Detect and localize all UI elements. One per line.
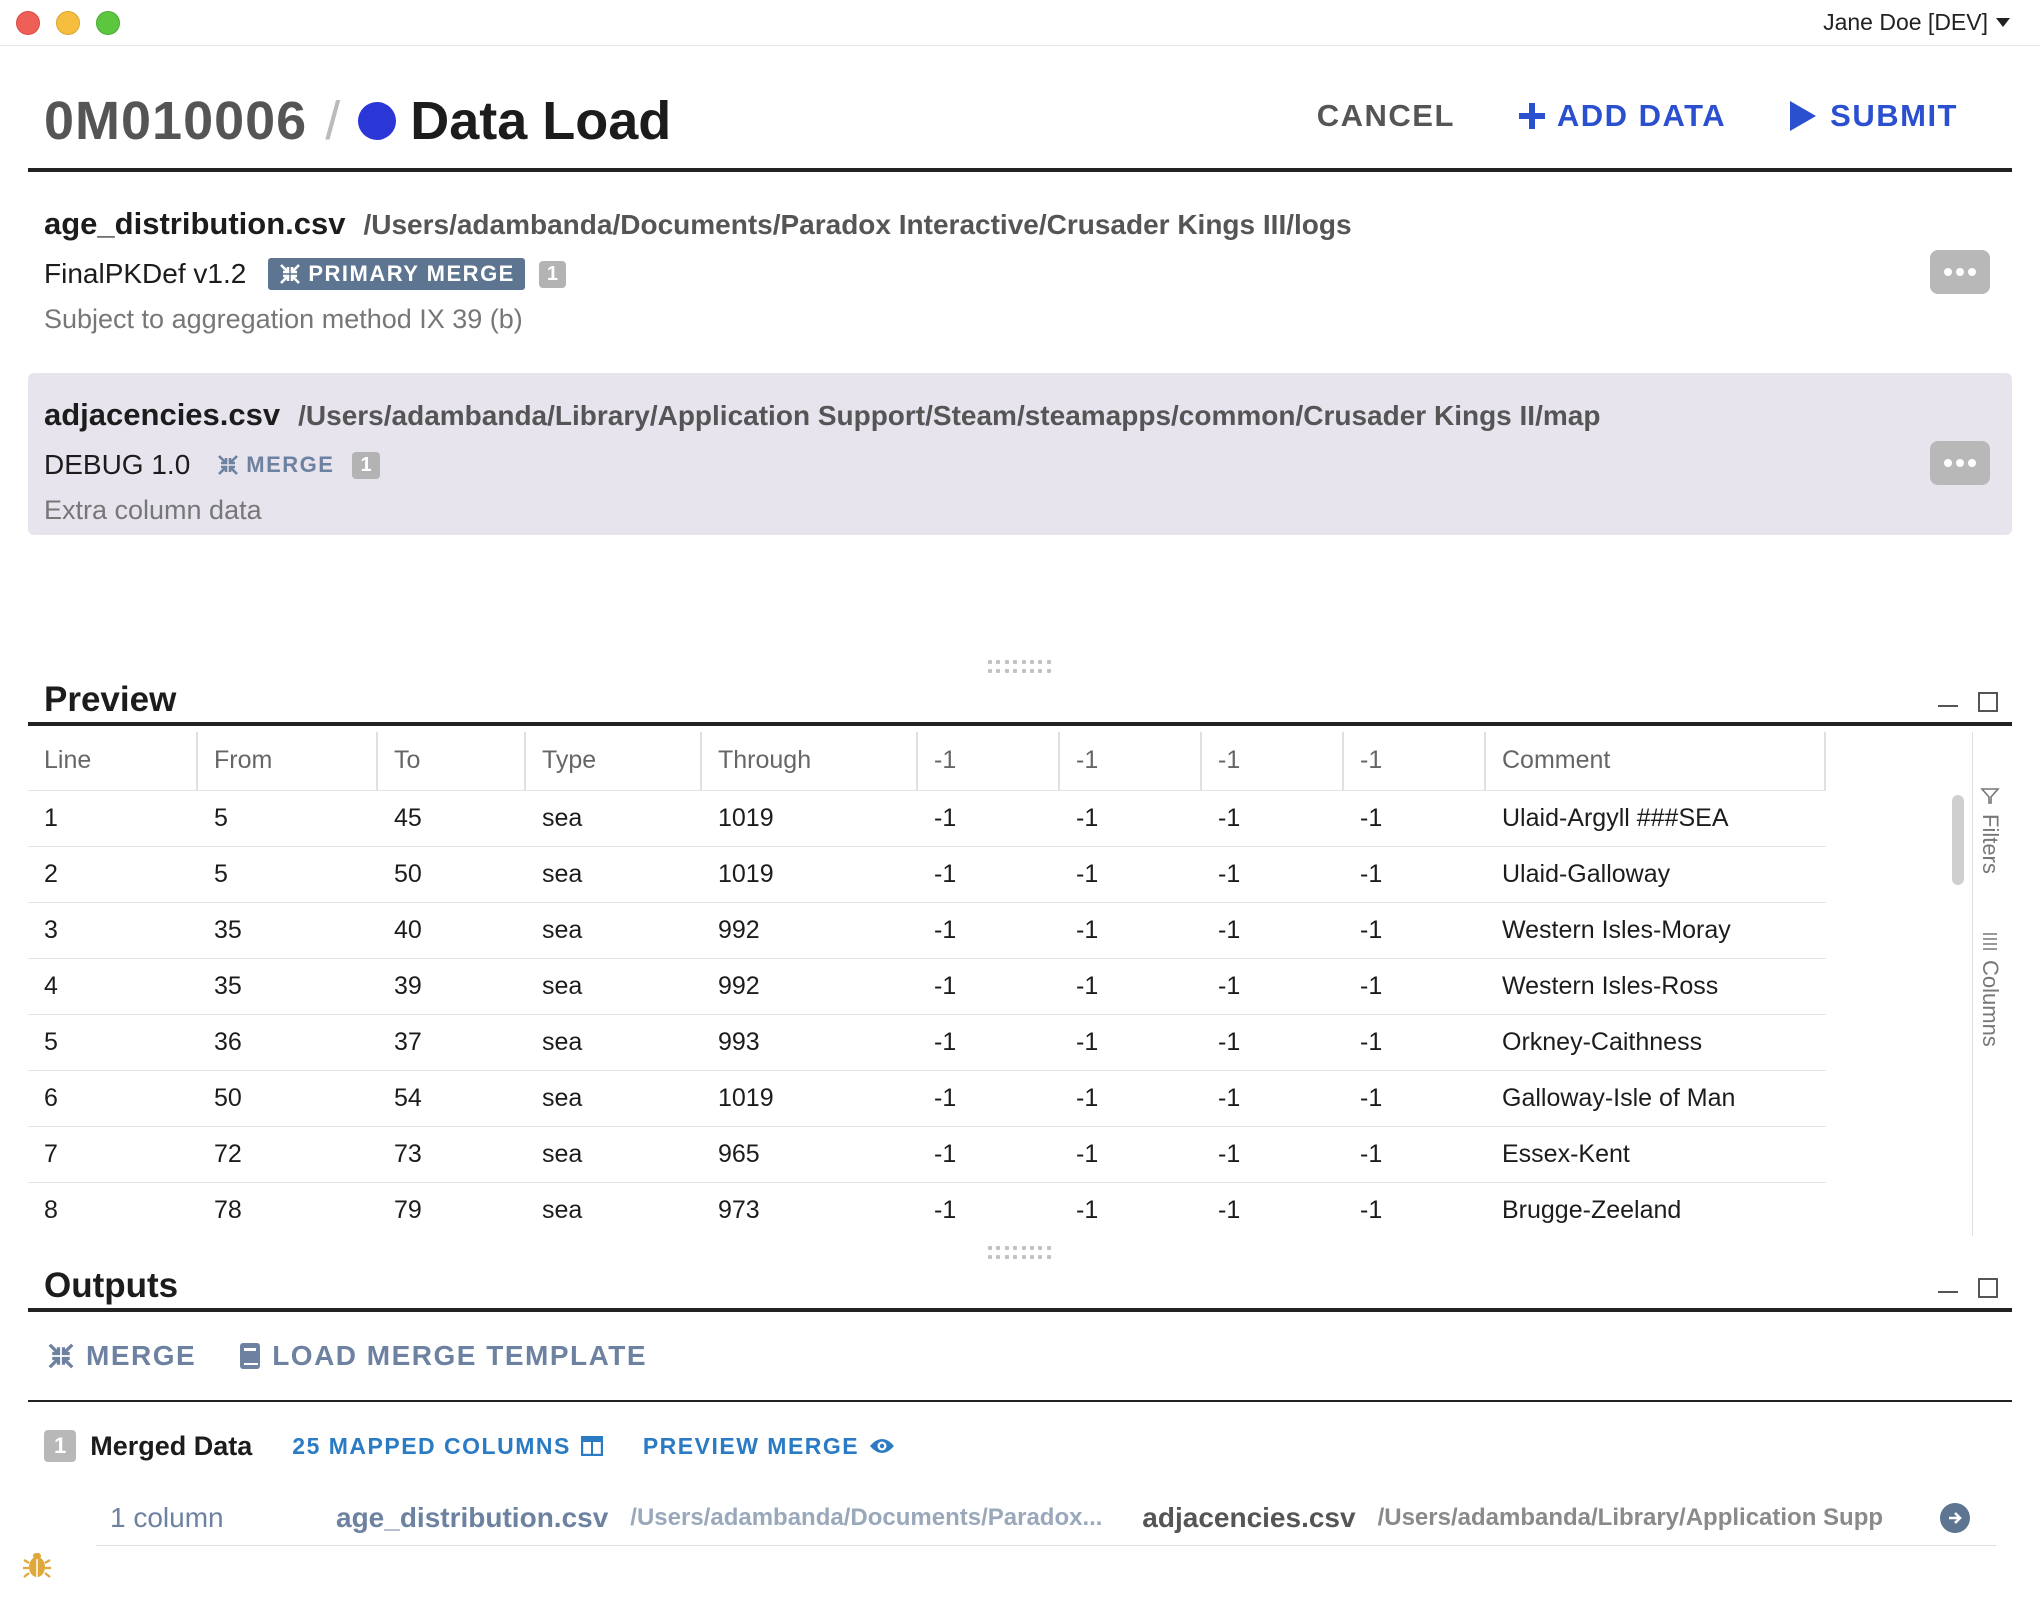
table-cell: 79: [378, 1182, 526, 1236]
job-id: 0M010006: [44, 91, 308, 151]
table-cell: -1: [1344, 790, 1486, 846]
table-cell: 993: [702, 1014, 918, 1070]
column-header-label: -1: [934, 746, 957, 775]
file-name-text: adjacencies.csv: [44, 397, 281, 432]
table-row[interactable]: [28, 1182, 1826, 1236]
pk-definition: DEBUG 1.0: [44, 449, 191, 480]
table-cell: -1: [1060, 958, 1202, 1014]
page-title: [44, 90, 671, 152]
table-cell: -1: [1060, 1126, 1202, 1182]
merge-badge-label: MERGE: [246, 452, 335, 477]
merge-count-badge: 1: [539, 261, 566, 288]
data-file-card[interactable]: [28, 182, 2012, 344]
table-cell: -1: [1060, 1182, 1202, 1236]
table-cell: 1019: [702, 1070, 918, 1126]
panel-controls: [1938, 692, 1998, 712]
preview-table-container: [28, 732, 1972, 1236]
merge-file-path: /Users/adambanda/Library/Application Supp: [1377, 1503, 1884, 1531]
table-cell: -1: [1202, 1126, 1344, 1182]
table-cell: Orkney-Caithness: [1486, 1014, 1826, 1070]
resize-handle-icon[interactable]: [988, 1246, 1052, 1260]
merge-icon: [46, 1341, 76, 1371]
table-cell: -1: [1202, 790, 1344, 846]
add-data-label: ADD DATA: [1556, 98, 1727, 133]
merge-badge: [212, 449, 338, 481]
arrow-right-icon[interactable]: [1940, 1503, 1970, 1533]
table-cell: -1: [1344, 846, 1486, 902]
table-cell: sea: [526, 790, 702, 846]
table-cell: Ulaid-Galloway: [1486, 846, 1826, 902]
column-header-label: -1: [1076, 746, 1099, 775]
table-cell: 35: [198, 958, 378, 1014]
table-cell: -1: [918, 902, 1060, 958]
source-file-name: age_distribution.csv: [336, 1501, 609, 1533]
primary-merge-badge: [268, 258, 525, 290]
table-cell: -1: [1344, 1126, 1486, 1182]
merge-icon: [278, 262, 302, 286]
table-cell: 73: [378, 1126, 526, 1182]
merge-count-badge: 1: [352, 452, 379, 479]
table-cell: -1: [1060, 902, 1202, 958]
table-cell: 3: [28, 902, 198, 958]
column-header[interactable]: [1202, 732, 1344, 790]
columns-view-icon: [581, 1436, 603, 1456]
columns-tab-label: Columns: [1978, 960, 2003, 1047]
table-cell: -1: [918, 1126, 1060, 1182]
merged-index-badge: 1: [44, 1430, 76, 1462]
table-cell: 1: [28, 790, 198, 846]
table-cell: -1: [1202, 1070, 1344, 1126]
columns-icon: [1980, 932, 2000, 952]
column-resize-handle[interactable]: [1824, 732, 1826, 790]
data-file-card-selected[interactable]: [28, 373, 2012, 535]
filter-icon: [1980, 786, 2000, 806]
load-merge-template-button[interactable]: [238, 1340, 647, 1372]
column-header-label: Type: [542, 746, 597, 775]
table-cell: sea: [526, 1014, 702, 1070]
file-meta-row: [44, 449, 380, 481]
preview-table: [28, 732, 1826, 1236]
table-cell: 36: [198, 1014, 378, 1070]
table-cell: -1: [918, 846, 1060, 902]
file-meta-row: [44, 258, 566, 290]
user-menu-label: Jane Doe [DEV]: [1823, 9, 1988, 35]
table-cell: -1: [1344, 1070, 1486, 1126]
merge-button-label: MERGE: [86, 1340, 197, 1371]
table-cell: -1: [1202, 846, 1344, 902]
minimize-panel-icon[interactable]: [1938, 1291, 1958, 1293]
bug-report-icon[interactable]: [22, 1550, 52, 1580]
table-cell: -1: [1060, 790, 1202, 846]
outputs-panel-header: [28, 1260, 2012, 1312]
eye-icon: [869, 1436, 895, 1456]
play-icon: [1788, 100, 1818, 132]
table-cell: 4: [28, 958, 198, 1014]
outputs-title: Outputs: [44, 1266, 179, 1305]
page-title-text: Data Load: [410, 91, 672, 151]
merged-column-row[interactable]: [96, 1490, 1996, 1546]
column-header-label: Line: [44, 746, 92, 775]
column-count: 1 column: [110, 1501, 224, 1533]
dot-icon: [1956, 268, 1964, 276]
book-icon: [238, 1341, 262, 1371]
table-cell: 965: [702, 1126, 918, 1182]
column-header[interactable]: [28, 732, 198, 790]
table-cell: 5: [198, 790, 378, 846]
cancel-button[interactable]: CANCEL: [1316, 98, 1455, 133]
column-header[interactable]: [198, 732, 378, 790]
merged-data-label: Merged Data: [90, 1430, 253, 1461]
submit-label: SUBMIT: [1830, 98, 1958, 133]
file-name-text: age_distribution.csv: [44, 206, 346, 241]
table-cell: -1: [1344, 1182, 1486, 1236]
table-cell: 78: [198, 1182, 378, 1236]
dot-icon: [1944, 459, 1952, 467]
table-cell: sea: [526, 1126, 702, 1182]
table-cell: 2: [28, 846, 198, 902]
mapped-columns-label: 25 MAPPED COLUMNS: [292, 1432, 571, 1459]
table-cell: Galloway-Isle of Man: [1486, 1070, 1826, 1126]
table-cell: -1: [918, 958, 1060, 1014]
preview-merge-button[interactable]: [643, 1433, 895, 1460]
column-header[interactable]: [1344, 732, 1486, 790]
table-body: [28, 790, 1826, 1236]
table-cell: -1: [1344, 1014, 1486, 1070]
table-cell: 50: [378, 846, 526, 902]
header-actions: [1317, 98, 1958, 134]
table-cell: -1: [1060, 1070, 1202, 1126]
table-cell: -1: [1344, 958, 1486, 1014]
filters-tab[interactable]: [1977, 786, 2003, 874]
column-header-label: To: [394, 746, 421, 775]
preview-title: Preview: [44, 680, 177, 719]
table-cell: -1: [1202, 1014, 1344, 1070]
table-cell: 37: [378, 1014, 526, 1070]
table-row[interactable]: [28, 846, 1826, 902]
columns-tab[interactable]: [1977, 932, 2003, 1047]
table-cell: -1: [1060, 846, 1202, 902]
table-cell: 35: [198, 902, 378, 958]
close-window-button[interactable]: [16, 11, 40, 35]
merge-badge-label: PRIMARY MERGE: [308, 261, 515, 286]
table-cell: 5: [198, 846, 378, 902]
table-cell: Ulaid-Argyll ###SEA: [1486, 790, 1826, 846]
table-cell: 54: [378, 1070, 526, 1126]
user-menu[interactable]: [1823, 9, 2010, 36]
column-header[interactable]: [702, 732, 918, 790]
table-row[interactable]: [28, 790, 1826, 846]
more-options-button[interactable]: [1930, 250, 1990, 294]
table-header-row: [28, 732, 1826, 790]
mapped-columns-button[interactable]: [292, 1433, 603, 1460]
maximize-panel-icon[interactable]: [1978, 1278, 1998, 1298]
resize-handle-icon[interactable]: [988, 660, 1052, 674]
table-row[interactable]: [28, 1014, 1826, 1070]
minimize-window-button[interactable]: [56, 11, 80, 35]
table-cell: -1: [1344, 902, 1486, 958]
column-header-label: -1: [1360, 746, 1383, 775]
dot-icon: [1968, 268, 1976, 276]
merge-icon: [216, 453, 240, 477]
column-header[interactable]: [1486, 732, 1826, 790]
table-cell: 992: [702, 902, 918, 958]
load-template-label: LOAD MERGE TEMPLATE: [272, 1340, 648, 1371]
plus-icon: [1517, 101, 1547, 131]
zoom-window-button[interactable]: [96, 11, 120, 35]
table-cell: Western Isles-Moray: [1486, 902, 1826, 958]
column-header[interactable]: [526, 732, 702, 790]
table-cell: 7: [28, 1126, 198, 1182]
table-cell: -1: [1202, 1182, 1344, 1236]
table-cell: Western Isles-Ross: [1486, 958, 1826, 1014]
chevron-down-icon: [1996, 18, 2010, 27]
page-header: [28, 58, 2012, 172]
column-header-label: Through: [718, 746, 812, 775]
table-cell: -1: [1060, 1014, 1202, 1070]
dot-icon: [1944, 268, 1952, 276]
column-header-label: Comment: [1502, 746, 1611, 775]
outputs-toolbar: [28, 1312, 2012, 1402]
table-row[interactable]: [28, 902, 1826, 958]
table-cell: 72: [198, 1126, 378, 1182]
scrollbar-thumb[interactable]: [1952, 795, 1964, 885]
status-dot-icon: [358, 102, 396, 140]
table-cell: -1: [1202, 958, 1344, 1014]
add-data-button[interactable]: [1517, 98, 1726, 134]
table-row[interactable]: [28, 958, 1826, 1014]
column-header-label: From: [214, 746, 273, 775]
table-row[interactable]: [28, 1070, 1826, 1126]
submit-button[interactable]: [1788, 98, 1958, 134]
dot-icon: [1956, 459, 1964, 467]
table-cell: 1019: [702, 846, 918, 902]
table-cell: Essex-Kent: [1486, 1126, 1826, 1182]
more-options-button[interactable]: [1930, 441, 1990, 485]
column-header[interactable]: [918, 732, 1060, 790]
table-cell: 50: [198, 1070, 378, 1126]
table-cell: 1019: [702, 790, 918, 846]
minimize-panel-icon[interactable]: [1938, 705, 1958, 707]
table-cell: -1: [918, 1014, 1060, 1070]
merge-file-name: adjacencies.csv: [1142, 1501, 1356, 1533]
table-cell: 45: [378, 790, 526, 846]
source-file-path: /Users/adambanda/Documents/Paradox...: [630, 1503, 1103, 1531]
table-row[interactable]: [28, 1126, 1826, 1182]
merge-button[interactable]: [46, 1340, 196, 1372]
pk-definition: FinalPKDef v1.2: [44, 258, 247, 289]
window-titlebar: [0, 0, 2040, 46]
table-cell: -1: [1202, 902, 1344, 958]
table-cell: sea: [526, 846, 702, 902]
column-header[interactable]: [1060, 732, 1202, 790]
preview-merge-label: PREVIEW MERGE: [642, 1432, 860, 1459]
column-header-label: -1: [1218, 746, 1241, 775]
table-cell: 39: [378, 958, 526, 1014]
table-cell: 992: [702, 958, 918, 1014]
table-cell: -1: [918, 1070, 1060, 1126]
table-cell: Brugge-Zeeland: [1486, 1182, 1826, 1236]
dot-icon: [1968, 459, 1976, 467]
column-header[interactable]: [378, 732, 526, 790]
table-cell: sea: [526, 902, 702, 958]
file-name: [44, 206, 1352, 242]
table-cell: -1: [918, 790, 1060, 846]
table-cell: 5: [28, 1014, 198, 1070]
breadcrumb-separator: /: [325, 91, 341, 151]
table-cell: -1: [918, 1182, 1060, 1236]
panel-controls: [1938, 1278, 1998, 1298]
filters-tab-label: Filters: [1978, 814, 2003, 874]
file-path: /Users/adambanda/Library/Application Support/Steam/steamapps/common/Crusader Kings II/map: [298, 400, 1601, 431]
table-cell: 40: [378, 902, 526, 958]
table-side-bar: [1972, 732, 2012, 1236]
table-cell: sea: [526, 1070, 702, 1126]
table-cell: 8: [28, 1182, 198, 1236]
maximize-panel-icon[interactable]: [1978, 692, 1998, 712]
file-description: Subject to aggregation method IX 39 (b): [44, 304, 523, 334]
file-path: /Users/adambanda/Documents/Paradox Interactive/Crusader Kings III/logs: [363, 209, 1352, 240]
merged-data-row: [44, 1430, 921, 1462]
table-cell: sea: [526, 958, 702, 1014]
table-cell: 973: [702, 1182, 918, 1236]
preview-panel-header: [28, 674, 2012, 726]
file-name: [44, 397, 1600, 433]
table-cell: 6: [28, 1070, 198, 1126]
table-cell: sea: [526, 1182, 702, 1236]
file-description: Extra column data: [44, 495, 262, 525]
